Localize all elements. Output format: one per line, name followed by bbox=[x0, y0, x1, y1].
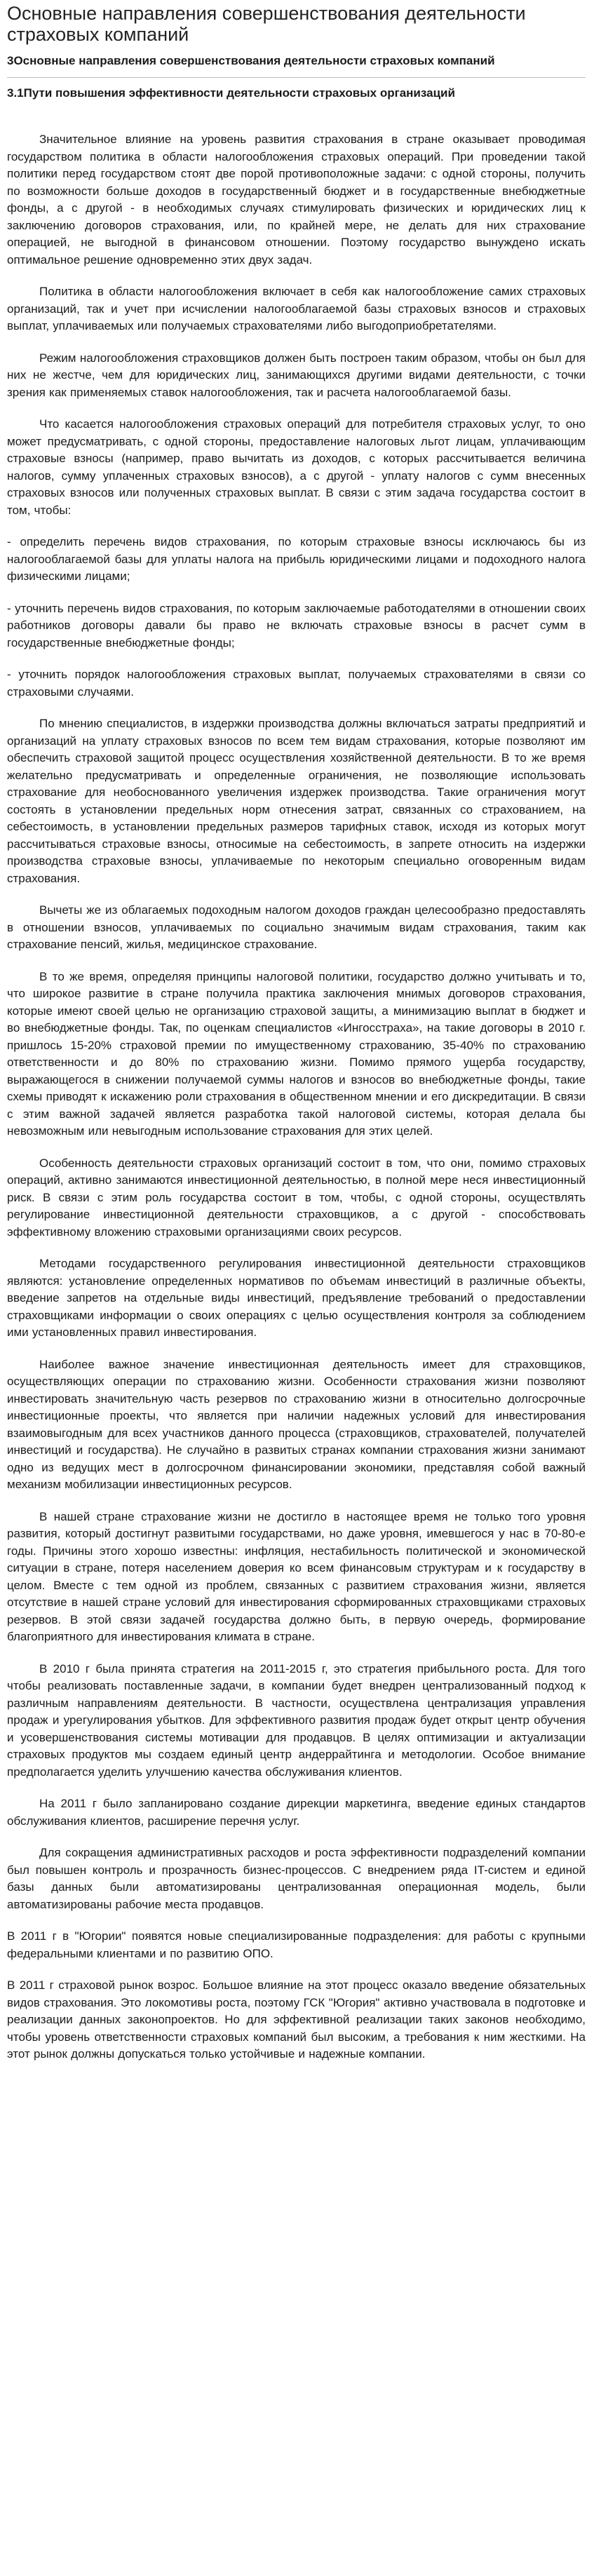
paragraph: Значительное влияние на уровень развития страхования в стране оказывает проводимая государством политика в области налогообложения страховых операций. При проведении такой политики перед государством стоят две порой противоположные задачи: с одной стороны, получить по возможности больше доходов в государственный бюджет и в государственные внебюджетные фонды, а с другой - в необходимых случаях стимулировать физических и юридических лиц к заключению договоров страхования, или, по крайней мере, не делать для них страхование операцией, не выгодной в финансовом отношении. Поэтому государство вынуждено искать оптимальное решение одновременно этих двух задач. bbox=[7, 133, 586, 267]
section-heading: 3.1Пути повышения эффективности деятельности страховых организаций bbox=[7, 86, 455, 100]
paragraph: По мнению специалистов, в издержки производства должны включаться затраты предприятий и организаций на уплату страховых взносов по всем тем видам страхования, которые позволяют им обеспечить страховой защитой процесс осуществления хозяйственной деятельности. В то же время желательно предусматривать и определенные ограничения, не позволяющие использовать страхование для необоснованного увеличения издержек производства. Такие ограничения могут состоять в установлении предельных норм отнесения затрат, связанных со страхованием, на себестоимость, в установлении предельных размеров тарифных ставок, исходя из которых могут рассчитываться страховые взносы, относимые на себестоимость, в запрете относить на издержки производства страховые взносы, уплачиваемые по некоторым специально оговоренным видам страхования. bbox=[7, 717, 586, 885]
paragraph: В 2010 г была принята стратегия на 2011-2015 г, это стратегия прибыльного роста. Для того чтобы реализовать поставленные задачи, в компании будет внедрен централизованный подход к различным направлениям деятельности. В частности, осуществлена централизация управления продаж и урегулирования убытков. Для эффективного развития продаж будет открыт центр обучения и усовершенствования системы мотивации для продавцов. В целях оптимизации и актуализации страховых продуктов мы создаем единый центр андеррайтинга и методологии. Особое внимание предполагается уделить улучшению качества обслуживания клиентов. bbox=[7, 1661, 586, 1779]
paragraph: На 2011 г было запланировано создание дирекции маркетинга, введение единых стандартов обслуживания клиентов, расширение перечня услуг. bbox=[7, 1797, 586, 1828]
paragraph: Режим налогообложения страховщиков должен быть построен таким образом, чтобы он был для них не жестче, чем для юридических лиц, занимающихся другими видами деятельности, с точки зрения как применяемых ставок налогообложения, так и расчета налогооблагаемой базы. bbox=[7, 351, 586, 399]
list-item: - определить перечень видов страхования, по которым страховые взносы исключаюсь бы из налогооблагаемой базы для уплаты налога на прибыль юридическими лицами и подоходного налога физическими лицами; bbox=[7, 535, 586, 583]
paragraph: Вычеты же из облагаемых подоходным налогом доходов граждан целесообразно предоставлять в отношении взносов, уплачиваемых по социально значимым видам страхования, таким как страхование пенсий, жилья, медицинское страхование. bbox=[7, 903, 586, 951]
paragraph: Политика в области налогообложения включает в себя как налогообложение самих страховых организаций, так и учет при исчислении налогооблагаемой базы страховых взносов и страховых выплат, уплачиваемых или получаемых страхователями либо выгодоприобретателями. bbox=[7, 285, 586, 332]
paragraph: Что касается налогообложения страховых операций для потребителя страховых услуг, то оно может предусматривать, с одной стороны, предоставление налоговых льгот лицам, уплачивающим страховые взносы (например, право вычитать из доходов, с которых рассчитывается величина налогов, сумму уплаченных страховых взносов), а с другой - уплату налогов с сумм внесенных страховых взносов или полученных страховых выплат. В связи с этим задача государства состоит в том, чтобы: bbox=[7, 417, 586, 517]
paragraph: Наиболее важное значение инвестиционная деятельность имеет для страховщиков, осуществляющих операции по страхованию жизни. Особенности страхования жизни позволяют инвестировать значительную часть резервов по страхованию жизни в относительно долгосрочные инвестиционные проекты, что является при наличии надежных условий для инвестирования взаимовыгодным для всех участников данного процесса (страховщиков, страхователей, получателей инвестиций и государства). Не случайно в развитых странах компании страхования жизни занимают одно из ведущих мест в долгосрочном финансировании экономики, представляя собой важный механизм мобилизации инвестиционных ресурсов. bbox=[7, 1357, 586, 1491]
paragraph: Особенность деятельности страховых организаций состоит в том, что они, помимо страховых операций, активно занимаются инвестиционной деятельностью, в полной мере неся инвестиционный риск. В связи с этим роль государства состоит в том, чтобы, с одной стороны, осуществлять регулирование инвестиционной деятельности страховщиков, а с другой - способствовать эффективному вложению страховыми организациями своих ресурсов. bbox=[7, 1156, 586, 1239]
paragraph: Методами государственного регулирования инвестиционной деятельности страховщиков являются: установление определенных нормативов по объемам инвестиций в различные объекты, введение запретов на отдельные виды инвестиций, предъявление требований о предоставлении страховщиками информации о своих операциях с целью осуществления контроля за соблюдением ими установленных правил инвестирования. bbox=[7, 1257, 586, 1339]
paragraph: В то же время, определяя принципы налоговой политики, государство должно учитывать и то, что широкое развитие в стране получила практика заключения мнимых договоров страхования, которые имеют своей целью не организацию страховой защиты, а минимизацию выплат в бюджет и во внебюджетные фонды. Так, по оценкам специалистов «Ингосстраха», на такие договоры в 2010 г. пришлось 15-20% страховой премии по имущественному страхованию, 35-40% по страхованию ответственности и до 80% по страхованию жизни. Помимо прямого ущерба государству, выражающегося в снижении получаемой суммы налогов и взносов во внебюджетные фонды, такие схемы приводят к искажению роли страхования в общественном мнении и его дискредитации. В связи с этим важной задачей является разработка такой налоговой системы, которая делала бы невозможным или невыгодным использование страхования для этих целей. bbox=[7, 969, 586, 1138]
document-page bbox=[0, 3, 594, 2095]
paragraph: В 2011 г в "Югории" появятся новые специализированные подразделения: для работы с крупными федеральными клиентами и по развитию ОПО. bbox=[7, 1929, 586, 1960]
list-item: - уточнить порядок налогообложения страховых выплат, получаемых страхователями в связи со страховыми случаями. bbox=[7, 668, 586, 699]
list-item: - уточнить перечень видов страхования, по которым заключаемые работодателями в отношении своих работников договоры давали бы право не включать страховые взносы в расчет сумм в государственные внебюджетные фонды; bbox=[7, 601, 586, 649]
paragraph: В 2011 г страховой рынок возрос. Большое влияние на этот процесс оказало введение обязательных видов страхования. Это локомотивы роста, поэтому ГСК "Югория" активно участвовала в подготовке и реализации данных законопроектов. Но для эффективной реализации таких законов необходимо, чтобы уровень ответственности страховых компаний был высоким, а требования к ним жесткими. На этот рынок должны допускаться только устойчивые и надежные компании. bbox=[7, 1978, 586, 2061]
paragraph: В нашей стране страхование жизни не достигло в настоящее время не только того уровня развития, который достигнут развитыми государствами, но даже уровня, имевшегося у нас в 70-80-е годы. Причины этого хорошо известны: инфляция, нестабильность политической и экономической ситуации в стране, потеря населением доверия ко всем финансовым структурам и к государству в целом. Вместе с тем одной из проблем, связанных с развитием страхования жизни, является отсутствие в нашей стране условий для инвестирования сформированных страховщиками страховых резервов. В этой связи задачей государства должно быть, в первую очередь, формирование благоприятного для инвестирования климата в стране. bbox=[7, 1509, 586, 1643]
divider bbox=[7, 77, 586, 78]
document-title: Основные направления совершенствования деятельности страховых компаний bbox=[7, 3, 526, 45]
document-subtitle: 3Основные направления совершенствования деятельности страховых компаний bbox=[7, 54, 495, 67]
paragraph: Для сокращения административных расходов и роста эффективности подразделений компании был повышен контроль и прозрачность бизнес-процессов. С внедрением ряда IT-систем и единой базы данных были автоматизированы централизованная операционная модель, были автоматизированы рабочие места продавцов. bbox=[7, 1846, 586, 1911]
